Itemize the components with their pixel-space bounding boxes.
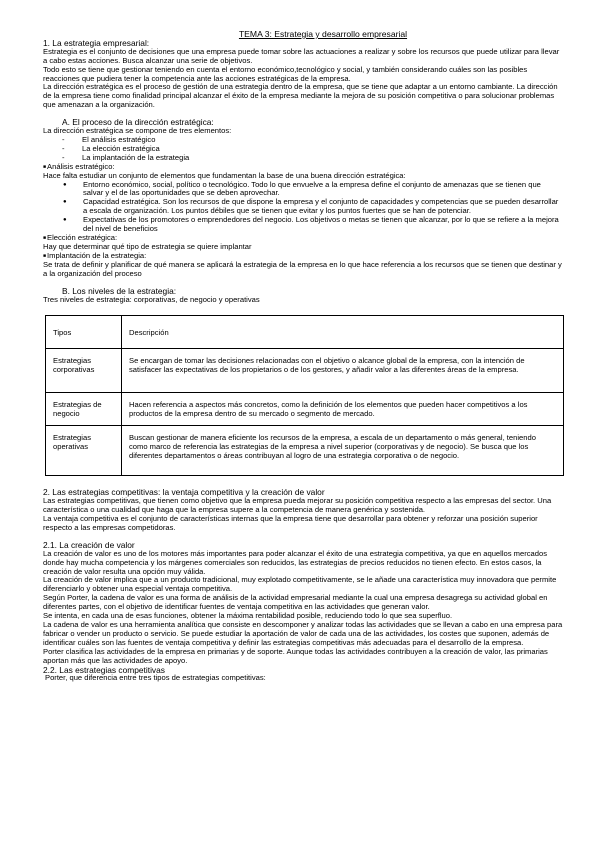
section-2-1-paragraph: La creación de valor es uno de los motores más importantes para poder alcanzar el éxito de una estrategia competitiva, ya que en aquellos mercados donde hay mucha competencia y los márgenes comerciales son reducidos, las estrategias de precios reducidos no tienen efecto. En estos casos, la creación de valor resulta una opción muy válida. <box>43 548 548 576</box>
document-title: TEMA 3: Estrategia y desarrollo empresarial <box>238 29 408 39</box>
eleccion-text: Hay que determinar qué tipo de estrategia se quiere implantar <box>43 241 252 251</box>
list-item: ● Expectativas de los promotores o emprendedores del negocio. Los objetivos o metas se tienen que alcanzar, por lo que se refiere a la mejora del nivel de beneficios <box>63 216 563 234</box>
elements-list <box>43 136 563 163</box>
implantacion-heading: ■ Implantación de la estrategia: <box>43 252 563 261</box>
section-2-heading: 2. Las estrategias competitivas: la ventaja competitiva y la creación de valor <box>43 487 325 498</box>
section-1-paragraph: La dirección estratégica es el proceso de gestión de una estrategia dentro de la empresa, que se tiene que adaptar a un entorno cambiante. La dirección de la empresa tiene como finalidad principal alcanzar el éxito de la empresa mediante la mejora de su posición competitiva o para solucionar problemas que amenazan a la organización. <box>43 82 558 110</box>
table-cell-tipo: Estrategias operativas <box>46 426 122 476</box>
table-cell-descripcion: Hacen referencia a aspectos más concretos, como la definición de los elementos que pueden hacer competitivos a los productos de la empresa dentro de su mercado o segmento de mercado. <box>122 393 564 426</box>
section-1-paragraph: Estrategia es el conjunto de decisiones que una empresa puede tomar sobre las actuaciones a realizar y sobre los recursos que puede utilizar para llevar a cabo estas acciones. Busca alcanzar una serie de objetivos. <box>43 46 560 65</box>
section-2-1-paragraph: Se intenta, en cada una de esas funciones, obtener la máxima rentabilidad posible, reduciendo todo lo que sea superfluo. <box>43 611 453 621</box>
document-body <box>43 30 563 683</box>
table-row <box>46 349 564 393</box>
section-2-2-heading: 2.2. Las estrategias competitivas <box>43 664 165 675</box>
list-item: - El análisis estratégico <box>62 136 563 145</box>
strategy-levels-table <box>45 315 564 476</box>
section-a-intro: La dirección estratégica se compone de tres elementos: <box>43 126 232 136</box>
section-a-heading: A. El proceso de la dirección estratégica: <box>62 117 214 128</box>
section-2-paragraph: La ventaja competitiva es el conjunto de características internas que la empresa tiene que desarrollar para obtener y reforzar una posición superior respecto a las empresas competidoras. <box>43 514 538 532</box>
section-2-1-paragraph: Según Porter, la cadena de valor es una forma de análisis de la actividad empresarial mediante la cual una empresa desagrega su actividad global en diferentes partes, con el objetivo de identificar fuentes de ventaja competitiva en las actividades que generan valor. <box>43 593 548 612</box>
analisis-heading: ■ Análisis estratégico: <box>43 163 563 172</box>
table-cell-tipo: Estrategias corporativas <box>46 349 122 393</box>
section-2-paragraph: Las estrategias competitivas, que tienen como objetivo que la empresa pueda mejorar su posición competitiva respecto a las empresas del sector. Una característica o una cualidad que haga que la empresa supere a la competencia de manera genérica y sostenida. <box>43 496 552 515</box>
list-item: - La implantación de la estrategia <box>62 154 563 163</box>
section-2-1-heading: 2.1. La creación de valor <box>43 539 135 550</box>
list-item: - La elección estratégica <box>62 145 563 154</box>
table-row <box>46 393 564 426</box>
eleccion-heading: ■ Elección estratégica: <box>43 234 563 243</box>
table-header-cell: Descripción <box>122 316 564 349</box>
table-header-cell: Tipos <box>46 316 122 349</box>
section-1-paragraph: Todo esto se tiene que gestionar teniendo en cuenta el entorno económico,tecnológico y social, y también considerando cuáles son las posibles reacciones que pudiera tener la competencia ante las acciones estratégicas de la empresa. <box>43 64 528 83</box>
implantacion-text: Se trata de definir y planificar de qué manera se aplicará la estrategia de la empresa en lo que hace referencia a los recursos que se tienen que destinar y a la organización del proceso <box>43 259 562 278</box>
section-2-1-paragraph: La creación de valor implica que a un producto tradicional, muy explotado competitivamente, se le añade una característica muy innovadora que permite diferenciarlo y obtener una especial ventaja competitiva. <box>43 575 557 594</box>
list-item: ● Entorno económico, social, político o tecnológico. Todo lo que envuelve a la empresa define el conjunto de amenazas que se tienen que salvar y el de las oportunidades que se deben aprovechar. <box>63 181 563 199</box>
section-2-1-paragraph: La cadena de valor es una herramienta analítica que consiste en descomponer y analizar todas las actividades que se llevan a cabo en una empresa para fabricar o vender un producto o servicio. Se puede estudiar la aportación de valor de cada una de las actividades, los costes que suponen, además de identificar cuáles son las fuentes de ventaja competitiva y definir las estrategias competitivas más adecuadas para el desarrollo de la empresa. <box>43 619 563 647</box>
section-b-intro: Tres niveles de estrategia: corporativas, de negocio y operativas <box>43 295 260 305</box>
list-item: ● Capacidad estratégica. Son los recursos de que dispone la empresa y el conjunto de capacidades y competencias que se pueden desarrollar a escala de organización. Los puntos débiles que se tienen que evitar y los puntos fuertes que se han de potenciar. <box>63 198 563 216</box>
analisis-list <box>43 181 563 234</box>
table-cell-descripcion: Se encargan de tomar las decisiones relacionadas con el objetivo o alcance global de la empresa, con la intención de satisfacer las expectativas de los propietarios o de los gestores, y añadir valor a las diferentes áreas de la empresa. <box>122 349 564 393</box>
table-cell-tipo: Estrategias de negocio <box>46 393 122 426</box>
section-1-heading: 1. La estrategia empresarial: <box>43 37 150 48</box>
table-cell-descripcion: Buscan gestionar de manera eficiente los recursos de la empresa, a escala de un departamento o más general, teniendo como marco de referencia las estrategias de la empresa a nivel superior (corporativas y de negocio). Se busca que los diferentes departamentos o áreas contribuyan al logro de una estrategia corporativa o de negocio. <box>122 426 564 476</box>
section-b-heading: B. Los niveles de la estrategia: <box>62 286 177 297</box>
section-2-1-paragraph: Porter clasifica las actividades de la empresa en primarias y de soporte. Aunque todas las actividades contribuyen a la creación de valor, las primarias aportan más que las actividades de apoyo. <box>43 646 548 665</box>
section-2-2-paragraph: Porter, que diferencia entre tres tipos de estrategias competitivas: <box>45 673 266 683</box>
analisis-intro: Hace falta estudiar un conjunto de elementos que fundamentan la base de una buena dirección estratégica: <box>43 170 406 180</box>
table-row <box>46 426 564 476</box>
table-header-row <box>46 316 564 349</box>
